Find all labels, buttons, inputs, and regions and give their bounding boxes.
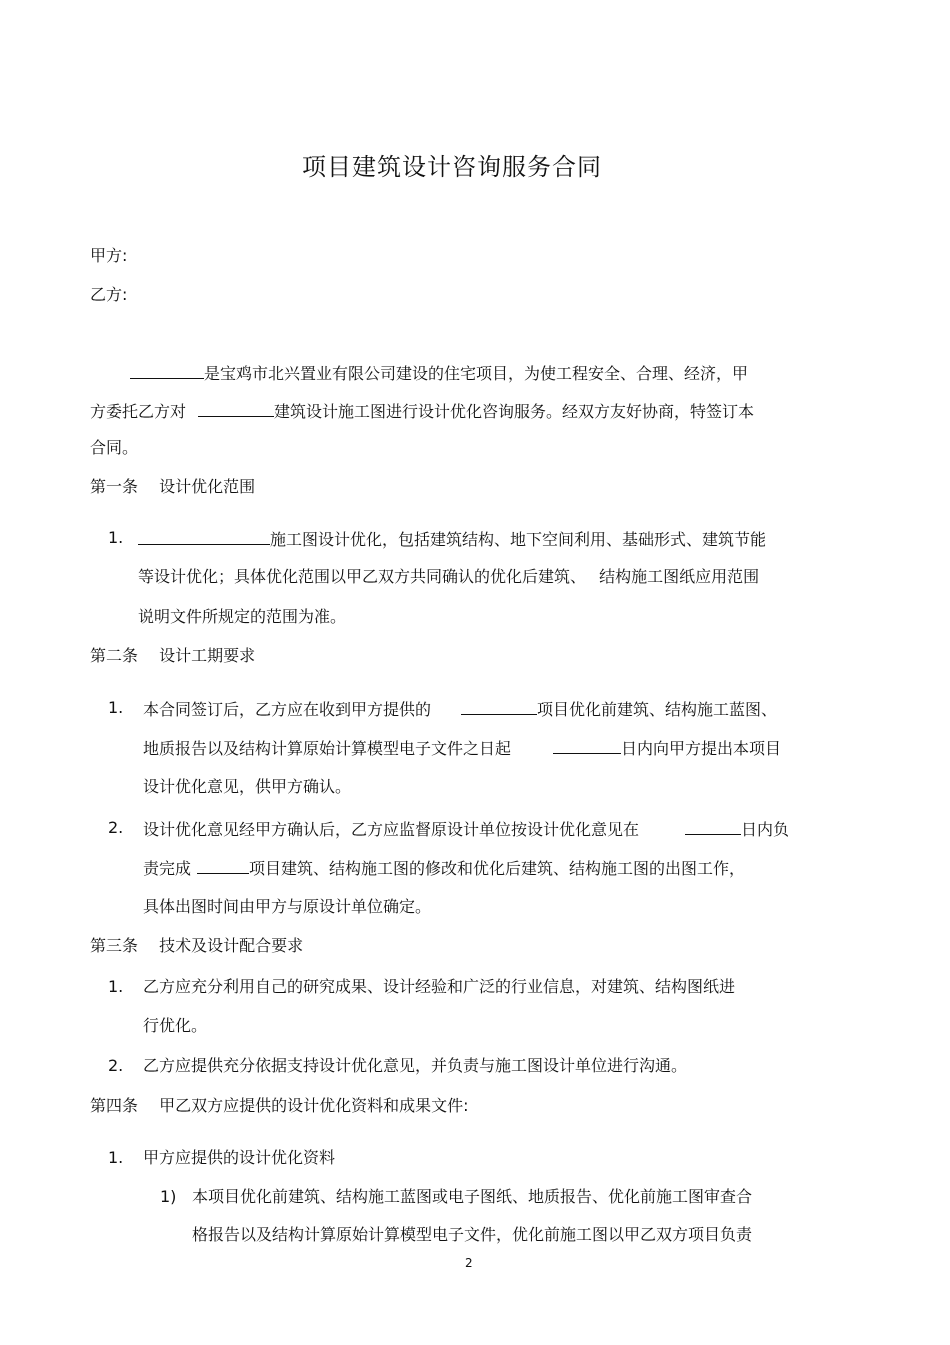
item-text: 施工图设计优化，包括建筑结构、地下空间利用、基础形式、建筑节能 xyxy=(270,530,767,549)
article-1-item-1-line-3: 说明文件所规定的范围为准。 xyxy=(138,607,347,626)
item-text: 地质报告以及结构计算原始计算模型电子文件之日起 xyxy=(143,739,512,758)
list-number: 1. xyxy=(108,528,124,547)
fill-blank xyxy=(685,818,741,835)
intro-line-1 xyxy=(130,362,748,384)
article-1-heading: 第一条 设计优化范围 xyxy=(90,477,256,496)
party-a-label: 甲方: xyxy=(90,246,128,265)
fill-blank xyxy=(553,737,621,754)
article-3-item-1-line-2: 行优化。 xyxy=(143,1016,208,1035)
party-b-label: 乙方: xyxy=(90,285,128,304)
item-text: 设计优化意见经甲方确认后，乙方应监督原设计单位按设计优化意见在 xyxy=(143,820,640,839)
article-3-item-1-line-1: 乙方应充分利用自己的研究成果、设计经验和广泛的行业信息，对建筑、结构图纸进 xyxy=(143,977,736,996)
item-text: 项目优化前建筑、结构施工蓝图、 xyxy=(537,700,778,719)
article-2-item-2-line-1 xyxy=(143,818,789,840)
intro-line-3: 合同。 xyxy=(90,438,139,457)
fill-blank xyxy=(461,698,537,715)
intro-text: 方委托乙方对 xyxy=(90,402,187,421)
intro-line-2 xyxy=(90,400,754,422)
item-text: 本合同签订后，乙方应在收到甲方提供的 xyxy=(143,700,432,719)
item-text: 责完成 xyxy=(143,859,192,878)
intro-text: 建筑设计施工图进行设计优化咨询服务。经双方友好协商，特签订本 xyxy=(274,402,755,421)
article-3-item-2-line-1: 乙方应提供充分依据支持设计优化意见，并负责与施工图设计单位进行沟通。 xyxy=(143,1056,688,1075)
contract-title: 项目建筑设计咨询服务合同 xyxy=(302,153,602,181)
intro-text: 是宝鸡市北兴置业有限公司建设的住宅项目，为使工程安全、合理、经济，甲 xyxy=(204,364,749,383)
article-4-heading: 第四条 甲乙双方应提供的设计优化资料和成果文件: xyxy=(90,1096,469,1115)
list-number: 2. xyxy=(108,818,124,837)
article-1-item-1-line-2: 等设计优化；具体优化范围以甲乙双方共同确认的优化后建筑、 结构施工图纸应用范围 xyxy=(138,567,760,586)
fill-blank xyxy=(198,400,274,417)
article-1-item-1-line-1 xyxy=(138,528,766,550)
article-3-heading: 第三条 技术及设计配合要求 xyxy=(90,936,304,955)
article-4-sub-1-line-2: 格报告以及结构计算原始计算模型电子文件，优化前施工图以甲乙双方项目负责 xyxy=(192,1225,753,1244)
list-number: 1. xyxy=(108,698,124,717)
page-number: 2 xyxy=(465,1256,473,1270)
article-2-item-2-line-2 xyxy=(143,857,745,879)
list-number: 1. xyxy=(108,1148,124,1167)
item-text: 日内向甲方提出本项目 xyxy=(621,739,782,758)
article-2-item-1-line-2 xyxy=(143,737,781,759)
sub-list-number: 1) xyxy=(160,1187,177,1206)
article-2-item-2-line-3: 具体出图时间由甲方与原设计单位确定。 xyxy=(143,897,432,916)
article-2-item-1-line-1 xyxy=(143,698,777,720)
article-4-item-1: 甲方应提供的设计优化资料 xyxy=(143,1148,336,1167)
article-4-sub-1-line-1: 本项目优化前建筑、结构施工蓝图或电子图纸、地质报告、优化前施工图审查合 xyxy=(192,1187,753,1206)
item-text: 日内负 xyxy=(741,820,790,839)
fill-blank xyxy=(130,362,204,379)
list-number: 1. xyxy=(108,977,124,996)
item-text: 项目建筑、结构施工图的修改和优化后建筑、结构施工图的出图工作， xyxy=(249,859,746,878)
article-2-item-1-line-3: 设计优化意见，供甲方确认。 xyxy=(143,777,352,796)
fill-blank xyxy=(197,857,249,874)
article-2-heading: 第二条 设计工期要求 xyxy=(90,646,256,665)
fill-blank xyxy=(138,528,270,545)
list-number: 2. xyxy=(108,1056,124,1075)
